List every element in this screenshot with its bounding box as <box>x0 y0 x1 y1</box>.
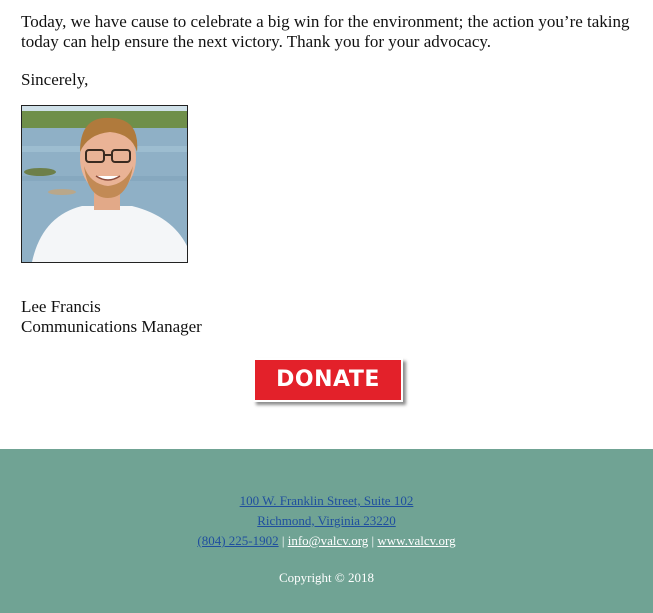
address-line1-link[interactable]: 100 W. Franklin Street, Suite 102 <box>239 493 414 508</box>
letter-closing: Sincerely, <box>21 70 89 89</box>
signature-block <box>21 297 202 337</box>
letter-paragraph: Today, we have cause to celebrate a big win for the environment; the action you’re taking today can help ensure the next victory. Thank you for your advocacy. <box>21 12 630 51</box>
footer <box>0 449 653 613</box>
footer-address-line1-row <box>0 491 653 511</box>
address-line2-link[interactable]: Richmond, Virginia 23220 <box>257 513 396 528</box>
separator: | <box>371 533 378 548</box>
signer-title: Communications Manager <box>21 317 202 336</box>
website-link[interactable]: www.valcv.org <box>377 533 456 548</box>
email-link[interactable]: info@valcv.org <box>287 533 369 548</box>
portrait-image <box>22 106 187 262</box>
separator: | <box>281 533 288 548</box>
donate-button[interactable]: DONATE <box>253 358 403 402</box>
signer-name: Lee Francis <box>21 297 101 316</box>
signer-photo <box>21 105 188 263</box>
donate-container <box>253 358 405 404</box>
phone-link[interactable]: (804) 225-1902 <box>197 533 279 548</box>
footer-contact <box>0 491 653 551</box>
letter-body <box>21 12 641 52</box>
copyright-text: Copyright © 2018 <box>278 570 375 585</box>
footer-contact-row <box>0 531 653 551</box>
footer-address-line2-row <box>0 511 653 531</box>
